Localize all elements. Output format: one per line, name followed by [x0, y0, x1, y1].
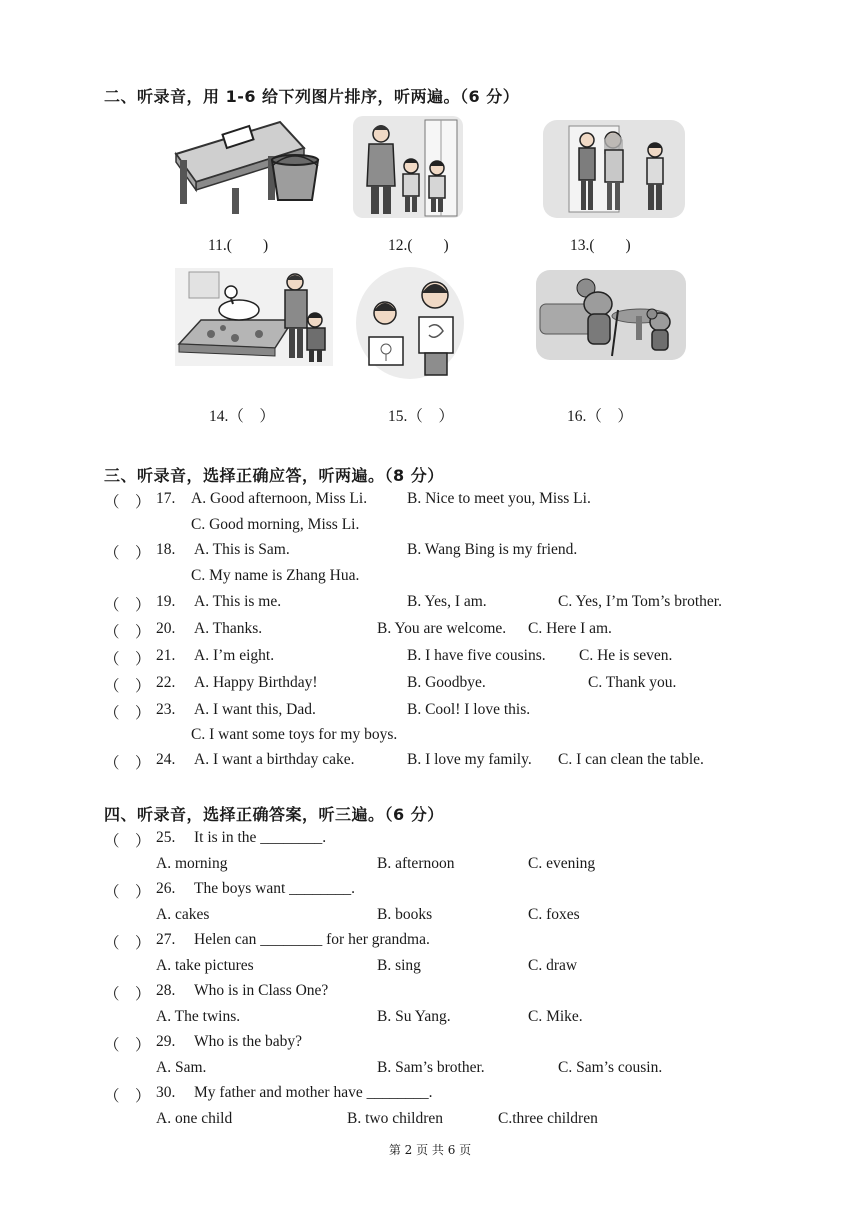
option-26-b: B. books	[377, 906, 433, 923]
option-23-c: C. I want some toys for my boys.	[191, 726, 398, 743]
question-stem-27: Helen can ________ for her grandma.	[194, 931, 430, 948]
option-21-a: A. I’m eight.	[194, 647, 275, 664]
family-greeting-picture	[543, 120, 685, 218]
option-29-a: A. Sam.	[156, 1059, 207, 1076]
option-17-c: C. Good morning, Miss Li.	[191, 516, 360, 533]
question-number-23: 23.	[156, 701, 176, 718]
answer-blank-18[interactable]: （ ）	[104, 545, 151, 562]
answer-blank-27[interactable]: （ ）	[104, 935, 151, 952]
question-stem-25: It is in the ________.	[194, 829, 327, 846]
question-number-30: 30.	[156, 1084, 176, 1101]
answer-blank-17[interactable]: （ ）	[104, 494, 151, 511]
option-17-b: B. Nice to meet you, Miss Li.	[407, 490, 591, 507]
option-24-b: B. I love my family.	[407, 751, 532, 768]
option-22-a: A. Happy Birthday!	[194, 674, 318, 691]
option-26-c: C. foxes	[528, 906, 580, 923]
picture-14-caption: 14.（ ）	[209, 408, 275, 425]
option-25-a: A. morning	[156, 855, 228, 872]
picture-16-caption: 16.（ ）	[567, 408, 633, 425]
picture-13-caption: 13.( )	[570, 237, 631, 254]
option-18-c: C. My name is Zhang Hua.	[191, 567, 360, 584]
question-number-29: 29.	[156, 1033, 176, 1050]
option-28-b: B. Su Yang.	[377, 1008, 451, 1025]
answer-blank-28[interactable]: （ ）	[104, 986, 151, 1003]
option-19-a: A. This is me.	[194, 593, 282, 610]
option-21-b: B. I have five cousins.	[407, 647, 546, 664]
option-20-a: A. Thanks.	[194, 620, 263, 637]
teacher-and-children-picture	[353, 116, 463, 218]
option-24-c: C. I can clean the table.	[558, 751, 704, 768]
answer-blank-21[interactable]: （ ）	[104, 651, 151, 668]
question-number-24: 24.	[156, 751, 176, 768]
question-number-28: 28.	[156, 982, 176, 999]
option-19-b: B. Yes, I am.	[407, 593, 487, 610]
answer-blank-24[interactable]: （ ）	[104, 755, 151, 772]
option-18-b: B. Wang Bing is my friend.	[407, 541, 578, 558]
option-23-b: B. Cool! I love this.	[407, 701, 531, 718]
question-number-25: 25.	[156, 829, 176, 846]
section-4-heading: 四、听录音，选择正确答案，听三遍。（6 分）	[104, 805, 444, 824]
option-20-c: C. Here I am.	[528, 620, 612, 637]
answer-blank-30[interactable]: （ ）	[104, 1088, 151, 1105]
table-with-bucket-picture	[172, 116, 324, 216]
option-22-c: C. Thank you.	[588, 674, 677, 691]
option-30-c: C.three children	[498, 1110, 598, 1127]
question-number-20: 20.	[156, 620, 176, 637]
picture-11-caption: 11.( )	[208, 237, 269, 254]
question-stem-30: My father and mother have ________.	[194, 1084, 433, 1101]
answer-blank-19[interactable]: （ ）	[104, 597, 151, 614]
option-27-a: A. take pictures	[156, 957, 254, 974]
question-number-19: 19.	[156, 593, 176, 610]
option-22-b: B. Goodbye.	[407, 674, 486, 691]
answer-blank-23[interactable]: （ ）	[104, 705, 151, 722]
option-27-b: B. sing	[377, 957, 421, 974]
option-27-c: C. draw	[528, 957, 578, 974]
option-29-b: B. Sam’s brother.	[377, 1059, 485, 1076]
option-28-c: C. Mike.	[528, 1008, 583, 1025]
option-18-a: A. This is Sam.	[194, 541, 290, 558]
page-footer: 第 2 页 共 6 页	[388, 1143, 472, 1157]
option-25-b: B. afternoon	[377, 855, 455, 872]
question-stem-29: Who is the baby?	[194, 1033, 303, 1050]
option-25-c: C. evening	[528, 855, 596, 872]
answer-blank-22[interactable]: （ ）	[104, 678, 151, 695]
option-21-c: C. He is seven.	[579, 647, 673, 664]
answer-blank-25[interactable]: （ ）	[104, 833, 151, 850]
question-number-18: 18.	[156, 541, 176, 558]
question-stem-26: The boys want ________.	[194, 880, 356, 897]
question-number-22: 22.	[156, 674, 176, 691]
cartoon-mice-picture	[536, 270, 686, 360]
option-23-a: A. I want this, Dad.	[194, 701, 316, 718]
option-28-a: A. The twins.	[156, 1008, 241, 1025]
boys-holding-drawings-picture	[355, 265, 465, 380]
picture-15-caption: 15.（ ）	[388, 408, 454, 425]
question-number-17: 17.	[156, 490, 176, 507]
answer-blank-29[interactable]: （ ）	[104, 1037, 151, 1054]
option-30-a: A. one child	[156, 1110, 233, 1127]
option-26-a: A. cakes	[156, 906, 210, 923]
option-20-b: B. You are welcome.	[377, 620, 507, 637]
answer-blank-20[interactable]: （ ）	[104, 624, 151, 641]
question-number-27: 27.	[156, 931, 176, 948]
option-19-c: C. Yes, I’m Tom’s brother.	[558, 593, 722, 610]
question-number-21: 21.	[156, 647, 176, 664]
toy-animals-picture	[175, 268, 333, 366]
option-24-a: A. I want a birthday cake.	[194, 751, 355, 768]
question-stem-28: Who is in Class One?	[194, 982, 329, 999]
option-29-c: C. Sam’s cousin.	[558, 1059, 663, 1076]
section-3-heading: 三、听录音，选择正确应答，听两遍。（8 分）	[104, 466, 444, 485]
picture-12-caption: 12.( )	[388, 237, 449, 254]
question-number-26: 26.	[156, 880, 176, 897]
section-2-heading: 二、听录音，用 1-6 给下列图片排序，听两遍。（6 分）	[104, 87, 520, 106]
answer-blank-26[interactable]: （ ）	[104, 884, 151, 901]
option-17-a: A. Good afternoon, Miss Li.	[191, 490, 368, 507]
option-30-b: B. two children	[347, 1110, 443, 1127]
